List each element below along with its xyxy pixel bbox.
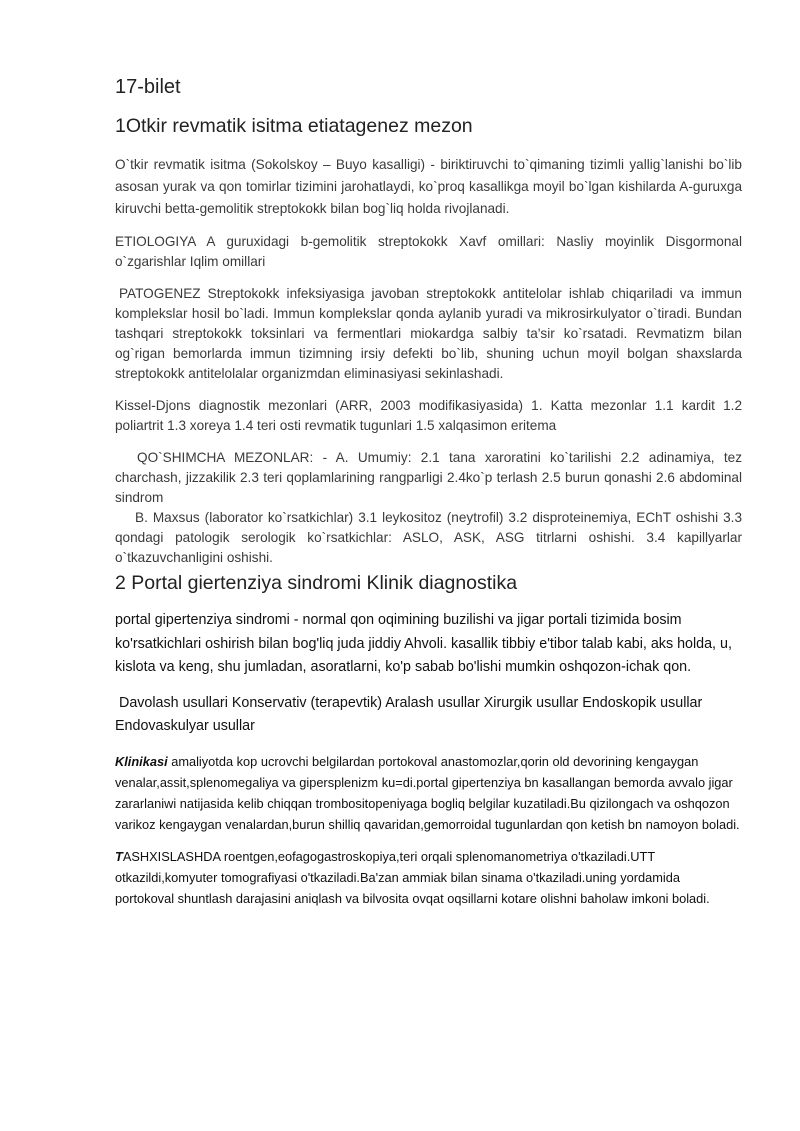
question-1-criteria: Kissel-Djons diagnostik mezonlari (ARR, 2003 modifikasiyasida) 1. Katta mezonlar 1.1 kardit 1.2 poliartrit 1.3 xoreya 1.4 teri osti revmatik tugunlari 1.5 xalqasimon eritema — [115, 398, 742, 433]
question-2-treatment: Davolash usullari Konservativ (terapevtik) Aralash usullar Xirurgik usullar Endoskopik usullar Endovaskulyar usullar — [115, 694, 703, 734]
question-1-pathogenesis: PATOGENEZ Streptokokk infeksiyasiga javoban streptokokk antitelolar ishlab chiqariladi va immun komplekslar hosil bo`ladi. Immun komplekslar qonda aylanib yuradi va mikrosirkulyator o`tiradi. Bundan tashqari streptokokk toksinlari va fermentlari miokardga salbiy ta'sir ko`rsatadi. Revmatizm bilan og`rigan bemorlarda immun tizimning irsiy defekti bo`lib, shuning uchun moyil bolgan shaxslarda streptokokk antitelolalar organizmdan eliminasiyasi sekinlashadi. — [115, 286, 742, 381]
question-2-diagnosis — [115, 846, 742, 909]
question-1-specific-criteria: B. Maxsus (laborator ko`rsatkichlar) 3.1 leykositoz (neytrofil) 3.2 disproteinemiya, EChT oshishi 3.3 qondagi patologik serologik ko`rsatkichlar: ASLO, ASK, ASG titrlarni oshishi. 3.4 kapillyarlar o`tkazuvchanligini oshishi. — [115, 510, 742, 565]
document-content — [115, 76, 742, 920]
question-2-clinic — [115, 751, 742, 835]
clinic-text: amaliyotda kop ucrovchi belgilardan portokoval anastomozlar,qorin old devorining kengaygan venalar,assit,splenomegaliya va gipersplenizm ku=di.portal gipertenziya bn kasallangan bemorda avvalo jigar zararlaniwi natijasida kelib chiqqan trombositopeniyaga bogliq belgilar kuzatiladi.Bu qizilongach va oshqozon varikoz kengaygan venalardan,burun shilliq qavaridan,gemorroidal tugunlardan qon ketish bn namoyon boladi. — [115, 753, 740, 832]
diagnosis-lead-letter: T — [115, 848, 123, 864]
question-1-intro: O`tkir revmatik isitma (Sokolskoy – Buyo kasalligi) - biriktiruvchi to`qimaning tizimli yallig`lanishi bo`lib asosan yurak va qon tomirlar tizimini jarohatlaydi, ko`proq kasallikga moyil bo`lgan kishilarda A-guruxga kiruvchi betta-gemolitik streptokokk bilan bog`liq holda rivojlanadi. — [115, 157, 742, 216]
ticket-number: 17-bilet — [115, 76, 181, 98]
diagnosis-text: ASHXISLASHDA roentgen,eofagogastroskopiya,teri orqali splenomanometriya o'tkaziladi.UTT otkazildi,komyuter tomografiyasi o'tkaziladi.Ba'zan ammiak bilan sinama o'tkaziladi.uning yordamida portokoval shuntlash darajasini aniqlash va bilvosita ovqat oqsillarni kotare olishni baholaw imkoni boladi. — [115, 848, 710, 906]
question-2-title: 2 Portal giertenziya sindromi Klinik diagnostika — [115, 572, 518, 594]
question-2-definition: portal gipertenziya sindromi - normal qon oqimining buzilishi va jigar portali tizimida bosim ko'rsatkichlari oshirish bilan bog'liq juda jiddiy Ahvoli. kasallik tibbiy e'tibor talab kabi, aks holda, u, kislota va keng, shu jumladan, asoratlarni, ko'p sabab bo'lishi mumkin oshqozon-ichak qon. — [115, 612, 732, 675]
question-1-etiology: ETIOLOGIYA A guruxidagi b-gemolitik streptokokk Xavf omillari: Nasliy moyinlik Disgormonal o`zgarishlar Iqlim omillari — [115, 234, 742, 269]
question-1-title: 1Otkir revmatik isitma etiatagenez mezon — [115, 115, 473, 137]
question-1-additional-criteria: QO`SHIMCHA MEZONLAR: - A. Umumiy: 2.1 tana xaroratini ko`tarilishi 2.2 adinamiya, tez charchash, jizzakilik 2.3 teri qoplamlarining rangparligi 2.4ko`p terlash 2.5 burun qonashi 2.6 abdominal sindrom — [115, 450, 742, 505]
clinic-lead-word: Klinikasi — [115, 753, 168, 769]
